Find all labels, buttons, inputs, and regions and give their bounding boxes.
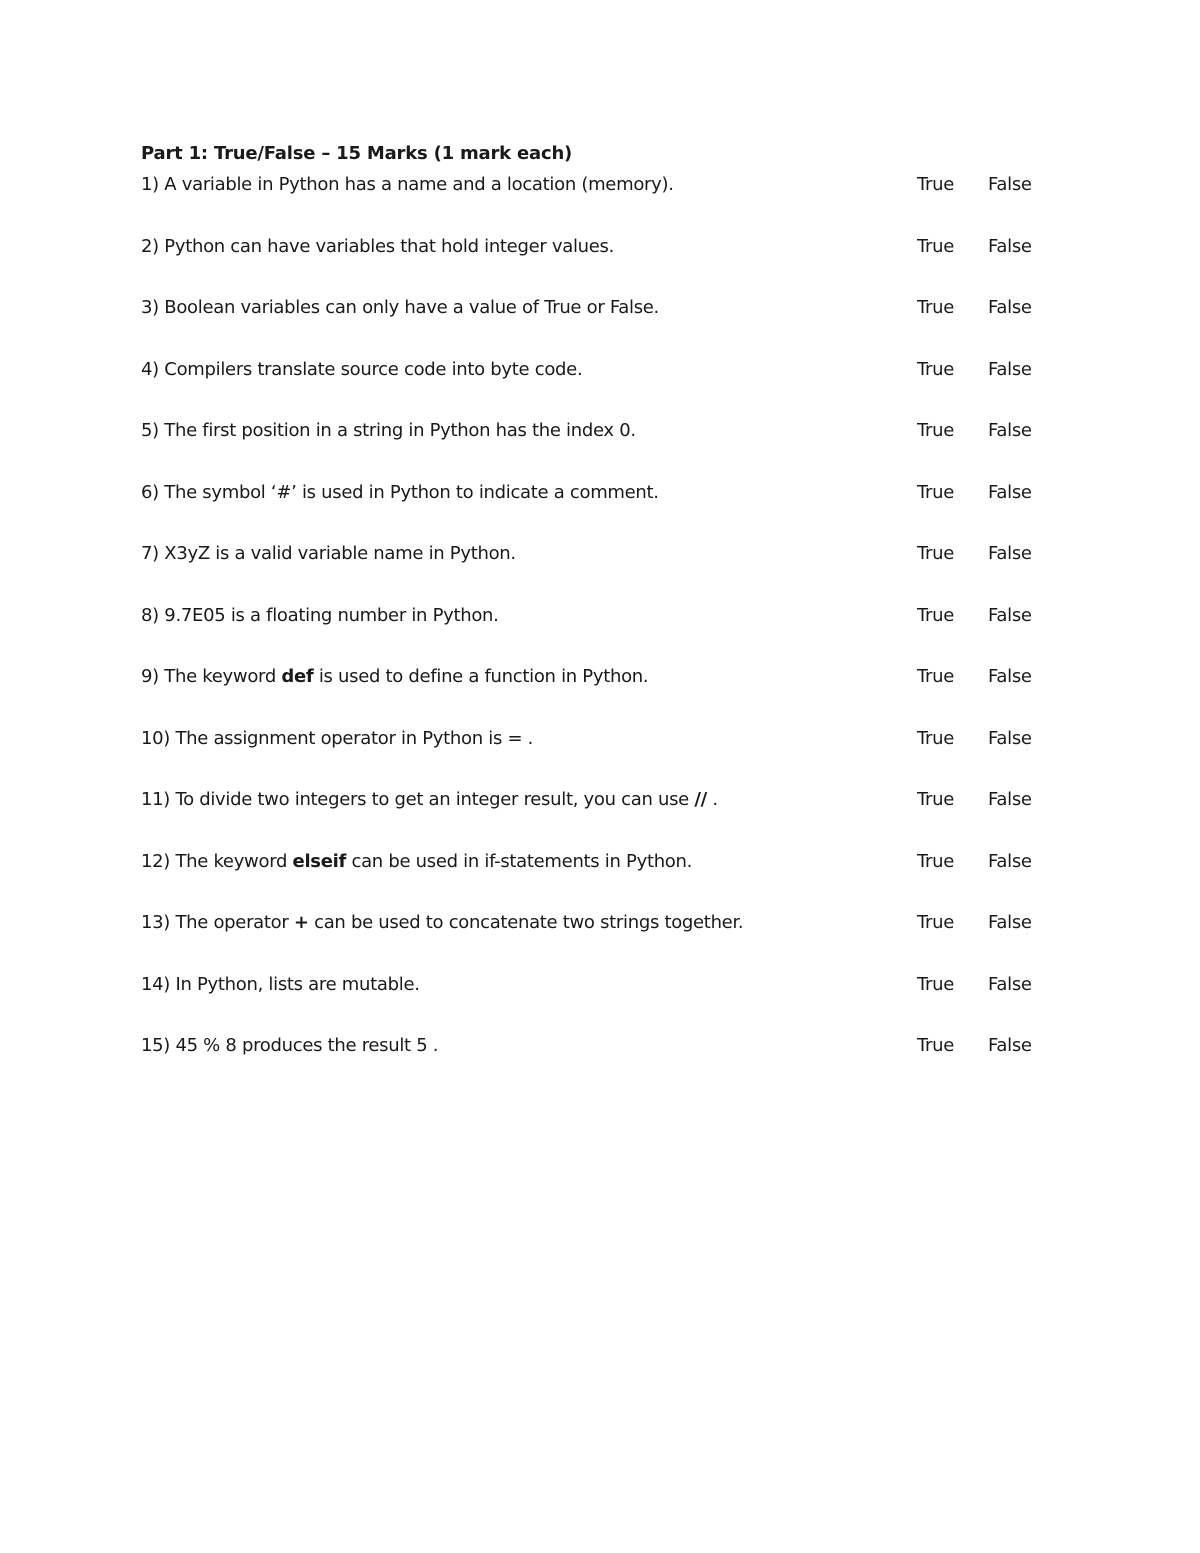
question-text-part: can be used to concatenate two strings together. [308,912,744,933]
question-text-part: Boolean variables can only have a value of True or False. [164,297,659,318]
question-row [141,359,1101,385]
question-text [141,605,499,626]
question-number: 15) [141,1035,176,1056]
question-number: 13) [141,912,176,933]
question-number: 12) [141,851,176,872]
true-option: True [917,1035,955,1056]
section-heading: Part 1: True/False – 15 Marks (1 mark each) [141,143,573,164]
question-row [141,851,1101,877]
false-option: False [988,666,1032,687]
true-option: True [917,297,955,318]
question-text [141,974,420,995]
question-text-part: The keyword [175,851,293,872]
question-keyword: // [694,789,707,810]
question-text-part: 45 % 8 produces the result 5 . [175,1035,439,1056]
false-option: False [988,789,1032,810]
question-text-part: 9.7E05 is a floating number in Python. [164,605,499,626]
false-option: False [988,974,1032,995]
false-option: False [988,482,1032,503]
question-number: 2) [141,236,165,257]
question-number: 9) [141,666,165,687]
question-text [141,236,614,257]
question-text-part: In Python, lists are mutable. [175,974,420,995]
question-number: 8) [141,605,165,626]
question-row [141,789,1101,815]
question-row [141,543,1101,569]
question-text-part: Compilers translate source code into byte code. [164,359,583,380]
question-text-part: . [706,789,718,810]
question-row [141,912,1101,938]
true-option: True [917,543,955,564]
true-option: True [917,359,955,380]
true-option: True [917,482,955,503]
false-option: False [988,174,1032,195]
question-number: 5) [141,420,165,441]
question-number: 4) [141,359,165,380]
question-row [141,174,1101,200]
question-text [141,1035,438,1056]
false-option: False [988,236,1032,257]
true-option: True [917,912,955,933]
question-number: 11) [141,789,176,810]
question-row [141,666,1101,692]
false-option: False [988,605,1032,626]
question-text-part: Python can have variables that hold integer values. [164,236,615,257]
question-number: 14) [141,974,176,995]
question-text-part: To divide two integers to get an integer result, you can use [175,789,695,810]
true-option: True [917,236,955,257]
question-row [141,297,1101,323]
true-option: True [917,851,955,872]
question-number: 3) [141,297,165,318]
true-option: True [917,605,955,626]
true-option: True [917,789,955,810]
question-text-part: can be used in if-statements in Python. [346,851,693,872]
question-number: 6) [141,482,165,503]
question-text [141,728,533,749]
question-text [141,482,659,503]
question-text-part: A variable in Python has a name and a location (memory). [164,174,674,195]
question-keyword: def [281,666,314,687]
false-option: False [988,420,1032,441]
question-row [141,974,1101,1000]
question-text-part: The assignment operator in Python is = . [175,728,534,749]
true-option: True [917,728,955,749]
question-text [141,789,718,810]
question-text-part: The first position in a string in Python has the index 0. [164,420,636,441]
false-option: False [988,543,1032,564]
true-option: True [917,174,955,195]
question-row [141,605,1101,631]
question-text [141,174,674,195]
question-text [141,543,516,564]
question-text [141,297,659,318]
question-keyword: elseif [292,851,347,872]
question-number: 10) [141,728,176,749]
false-option: False [988,297,1032,318]
question-text-part: The operator [175,912,294,933]
question-row [141,1035,1101,1061]
true-option: True [917,666,955,687]
false-option: False [988,912,1032,933]
question-number: 1) [141,174,165,195]
question-keyword: + [293,912,309,933]
question-row [141,728,1101,754]
question-text-part: The keyword [164,666,282,687]
question-text [141,359,582,380]
question-row [141,482,1101,508]
question-text-part: is used to define a function in Python. [313,666,649,687]
false-option: False [988,359,1032,380]
question-row [141,236,1101,262]
false-option: False [988,728,1032,749]
question-text [141,912,743,933]
question-text-part: X3yZ is a valid variable name in Python. [164,543,516,564]
question-text-part: The symbol ‘#’ is used in Python to indicate a comment. [164,482,659,503]
true-option: True [917,974,955,995]
false-option: False [988,1035,1032,1056]
false-option: False [988,851,1032,872]
question-text [141,666,648,687]
true-option: True [917,420,955,441]
question-number: 7) [141,543,165,564]
question-row [141,420,1101,446]
question-text [141,420,636,441]
question-text [141,851,692,872]
